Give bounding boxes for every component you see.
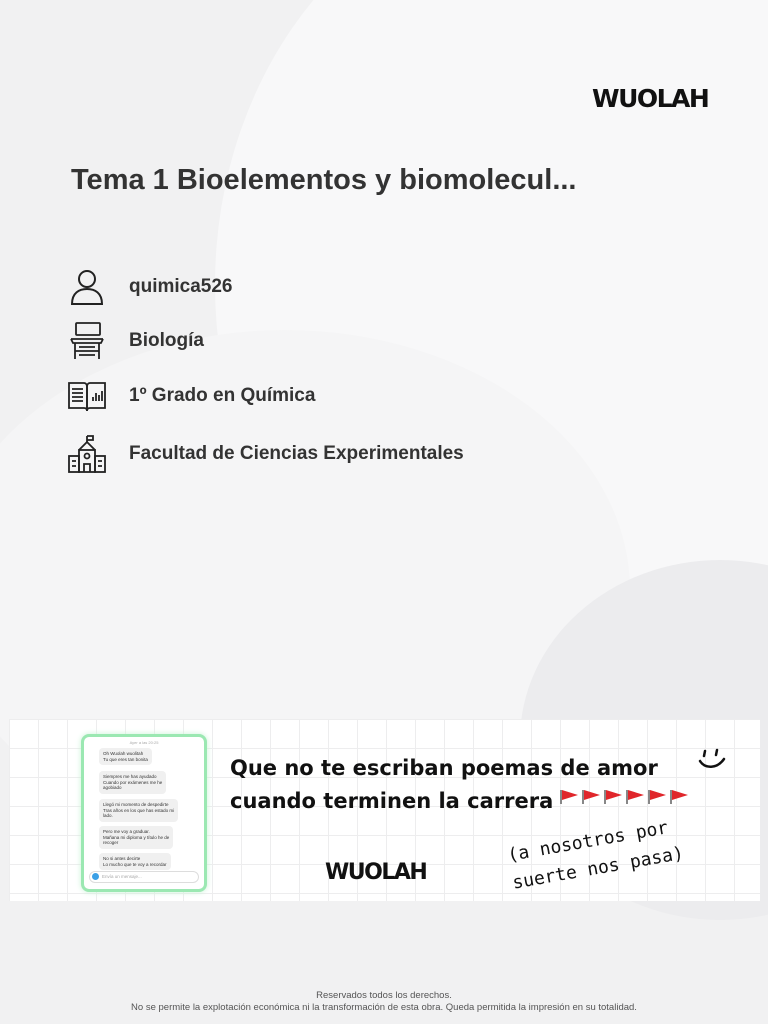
chat-input — [89, 871, 199, 883]
footer-line2: No se permite la explotación económica ni la transformación de esta obra. Queda permitida la impresión en su totalidad. — [131, 1002, 637, 1013]
camera-icon — [92, 873, 99, 880]
chat-message: Siempres me has ayudado Cuando por exámenes me he agobiado — [99, 771, 166, 794]
school-desk-icon — [66, 321, 108, 361]
chat-message: Pero me voy a graduar. Mañana mi diploma y título he de recoger — [99, 826, 173, 849]
chat-message: No si antes decirte Lo mucho que te voy a recordar — [99, 853, 171, 870]
document-title: Tema 1 Bioelementos y biomolecul... — [71, 164, 577, 196]
chat-message: Oh Wuolah wuolitah Tu que eres tan bonita — [99, 748, 152, 765]
handwritten-note: (a nosotros por suerte nos pasa) — [505, 817, 686, 894]
promo-banner[interactable] — [9, 719, 760, 901]
meta-author[interactable] — [66, 267, 233, 307]
banner-headline-line2: cuando terminen la carrera — [230, 789, 554, 813]
chat-date: Ayer a las 20:25 — [129, 740, 159, 745]
red-flag-icon — [560, 790, 580, 804]
red-flag-icon — [648, 790, 668, 804]
university-building-icon — [66, 434, 108, 474]
red-flag-icon — [670, 790, 690, 804]
red-flag-icon — [626, 790, 646, 804]
subject-label: Biología — [129, 330, 204, 351]
copyright-footer — [0, 990, 768, 1014]
user-icon — [66, 267, 108, 307]
banner-headline-line1: Que no te escriban poemas de amor — [230, 756, 658, 780]
phone-mockup — [81, 734, 207, 892]
smiley-icon — [697, 747, 727, 773]
author-label: quimica526 — [129, 276, 233, 297]
red-flag-icon — [604, 790, 624, 804]
footer-line1: Reservados todos los derechos. — [316, 990, 452, 1001]
degree-label: 1º Grado en Química — [129, 385, 316, 406]
wuolah-logo-banner: WUOLAH — [325, 860, 427, 885]
chat-message: Llegó mi momento de despedirte Tras años en los que has estado mi lado. — [99, 799, 178, 822]
wuolah-logo[interactable]: WUOLAH — [592, 84, 709, 113]
red-flag-icon — [582, 790, 602, 804]
meta-faculty[interactable] — [66, 434, 464, 474]
chat-input-placeholder: Envía un mensaje... — [102, 874, 142, 879]
open-book-icon — [66, 376, 108, 416]
meta-degree[interactable] — [66, 376, 315, 416]
faculty-label: Facultad de Ciencias Experimentales — [129, 443, 464, 464]
red-flag-icons — [560, 790, 690, 804]
meta-subject[interactable] — [66, 321, 204, 361]
